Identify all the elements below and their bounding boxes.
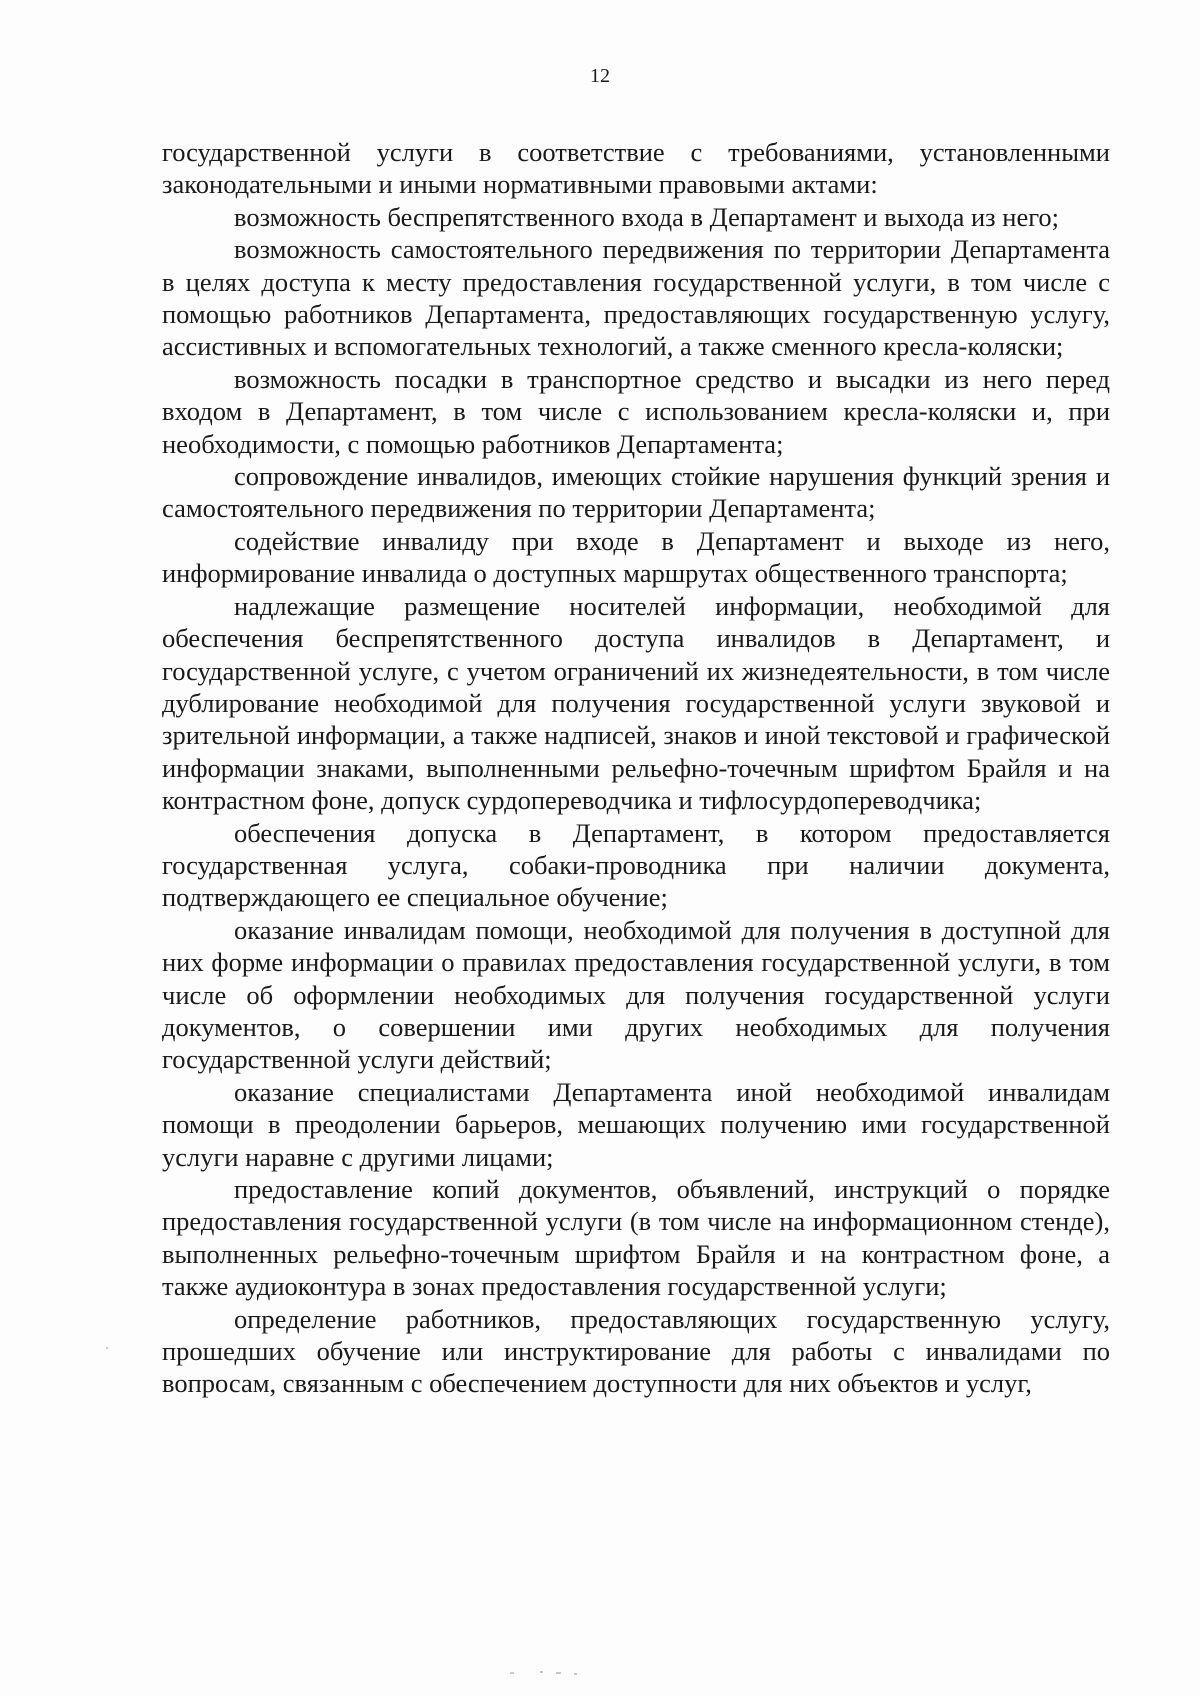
page-number: 12 (590, 65, 610, 87)
paragraph: предоставление копий документов, объявлений, инструкций о порядке предоставления государственной услуги (в том числе на информационном стенде), выполненных рельефно-точечным шрифтом Брайля и на контрастном фоне, а также аудиоконтура в зонах предоставления государственной услуги; (162, 1174, 1110, 1302)
scan-artifact (510, 1672, 514, 1674)
paragraph: оказание специалистами Департамента иной необходимой инвалидам помощи в преодолении барьеров, мешающих получению ими государственной услуги наравне с другими лицами; (162, 1076, 1110, 1172)
paragraph: возможность беспрепятственного входа в Департамент и выхода из него; (234, 201, 1060, 232)
document-body (162, 136, 1110, 1400)
paragraph: возможность посадки в транспортное средство и высадки из него перед входом в Департамент, в том числе с использованием кресла-коляски и, при необходимости, с помощью работников Департамента; (162, 363, 1110, 459)
paragraph: возможность самостоятельного передвижения по территории Департамента в целях доступа к месту предоставления государственной услуги, в том числе с помощью работников Департамента, предоставляющих государственную услугу, ассистивных и вспомогательных технологий, а также сменного кресла-коляски; (162, 234, 1110, 362)
scan-artifact (106, 1347, 108, 1349)
paragraph: надлежащие размещение носителей информации, необходимой для обеспечения беспрепятственного доступа инвалидов в Департамент, и государственной услуге, с учетом ограничений их жизнедеятельности, в том числе дублирование необходимой для получения государственной услуги звуковой и зрительной информации, а также надписей, знаков и иной текстовой и графической информации знаками, выполненными рельефно-точечным шрифтом Брайля и на контрастном фоне, допуск сурдопереводчика и тифлосурдопереводчика; (162, 590, 1110, 816)
paragraph: государственной услуги в соответствие с требованиями, установленными законодательными и иными нормативными правовыми актами: (162, 137, 1110, 200)
scan-artifact (574, 1673, 577, 1675)
paragraph: определение работников, предоставляющих государственную услугу, прошедших обучение или инструктирование для работы с инвалидами по вопросам, связанным с обеспечением доступности для них объектов и услуг, (162, 1303, 1110, 1399)
paragraph: оказание инвалидам помощи, необходимой для получения в доступной для них форме информации о правилах предоставления государственной услуги, в том числе об оформлении необходимых для получения государственной услуги документов, о совершении ими других необходимых для получения государственной услуги действий; (162, 914, 1110, 1075)
paragraph: сопровождение инвалидов, имеющих стойкие нарушения функций зрения и самостоятельного передвижения по территории Департамента; (162, 461, 1110, 524)
paragraph: обеспечения допуска в Департамент, в котором предоставляется государственная услуга, собаки-проводника при наличии документа, подтверждающего ее специальное обучение; (162, 817, 1110, 913)
paragraph: содействие инвалиду при входе в Департамент и выходе из него, информирование инвалида о доступных маршрутах общественного транспорта; (162, 525, 1110, 589)
scan-artifact (540, 1671, 543, 1673)
scan-artifact (556, 1672, 561, 1674)
